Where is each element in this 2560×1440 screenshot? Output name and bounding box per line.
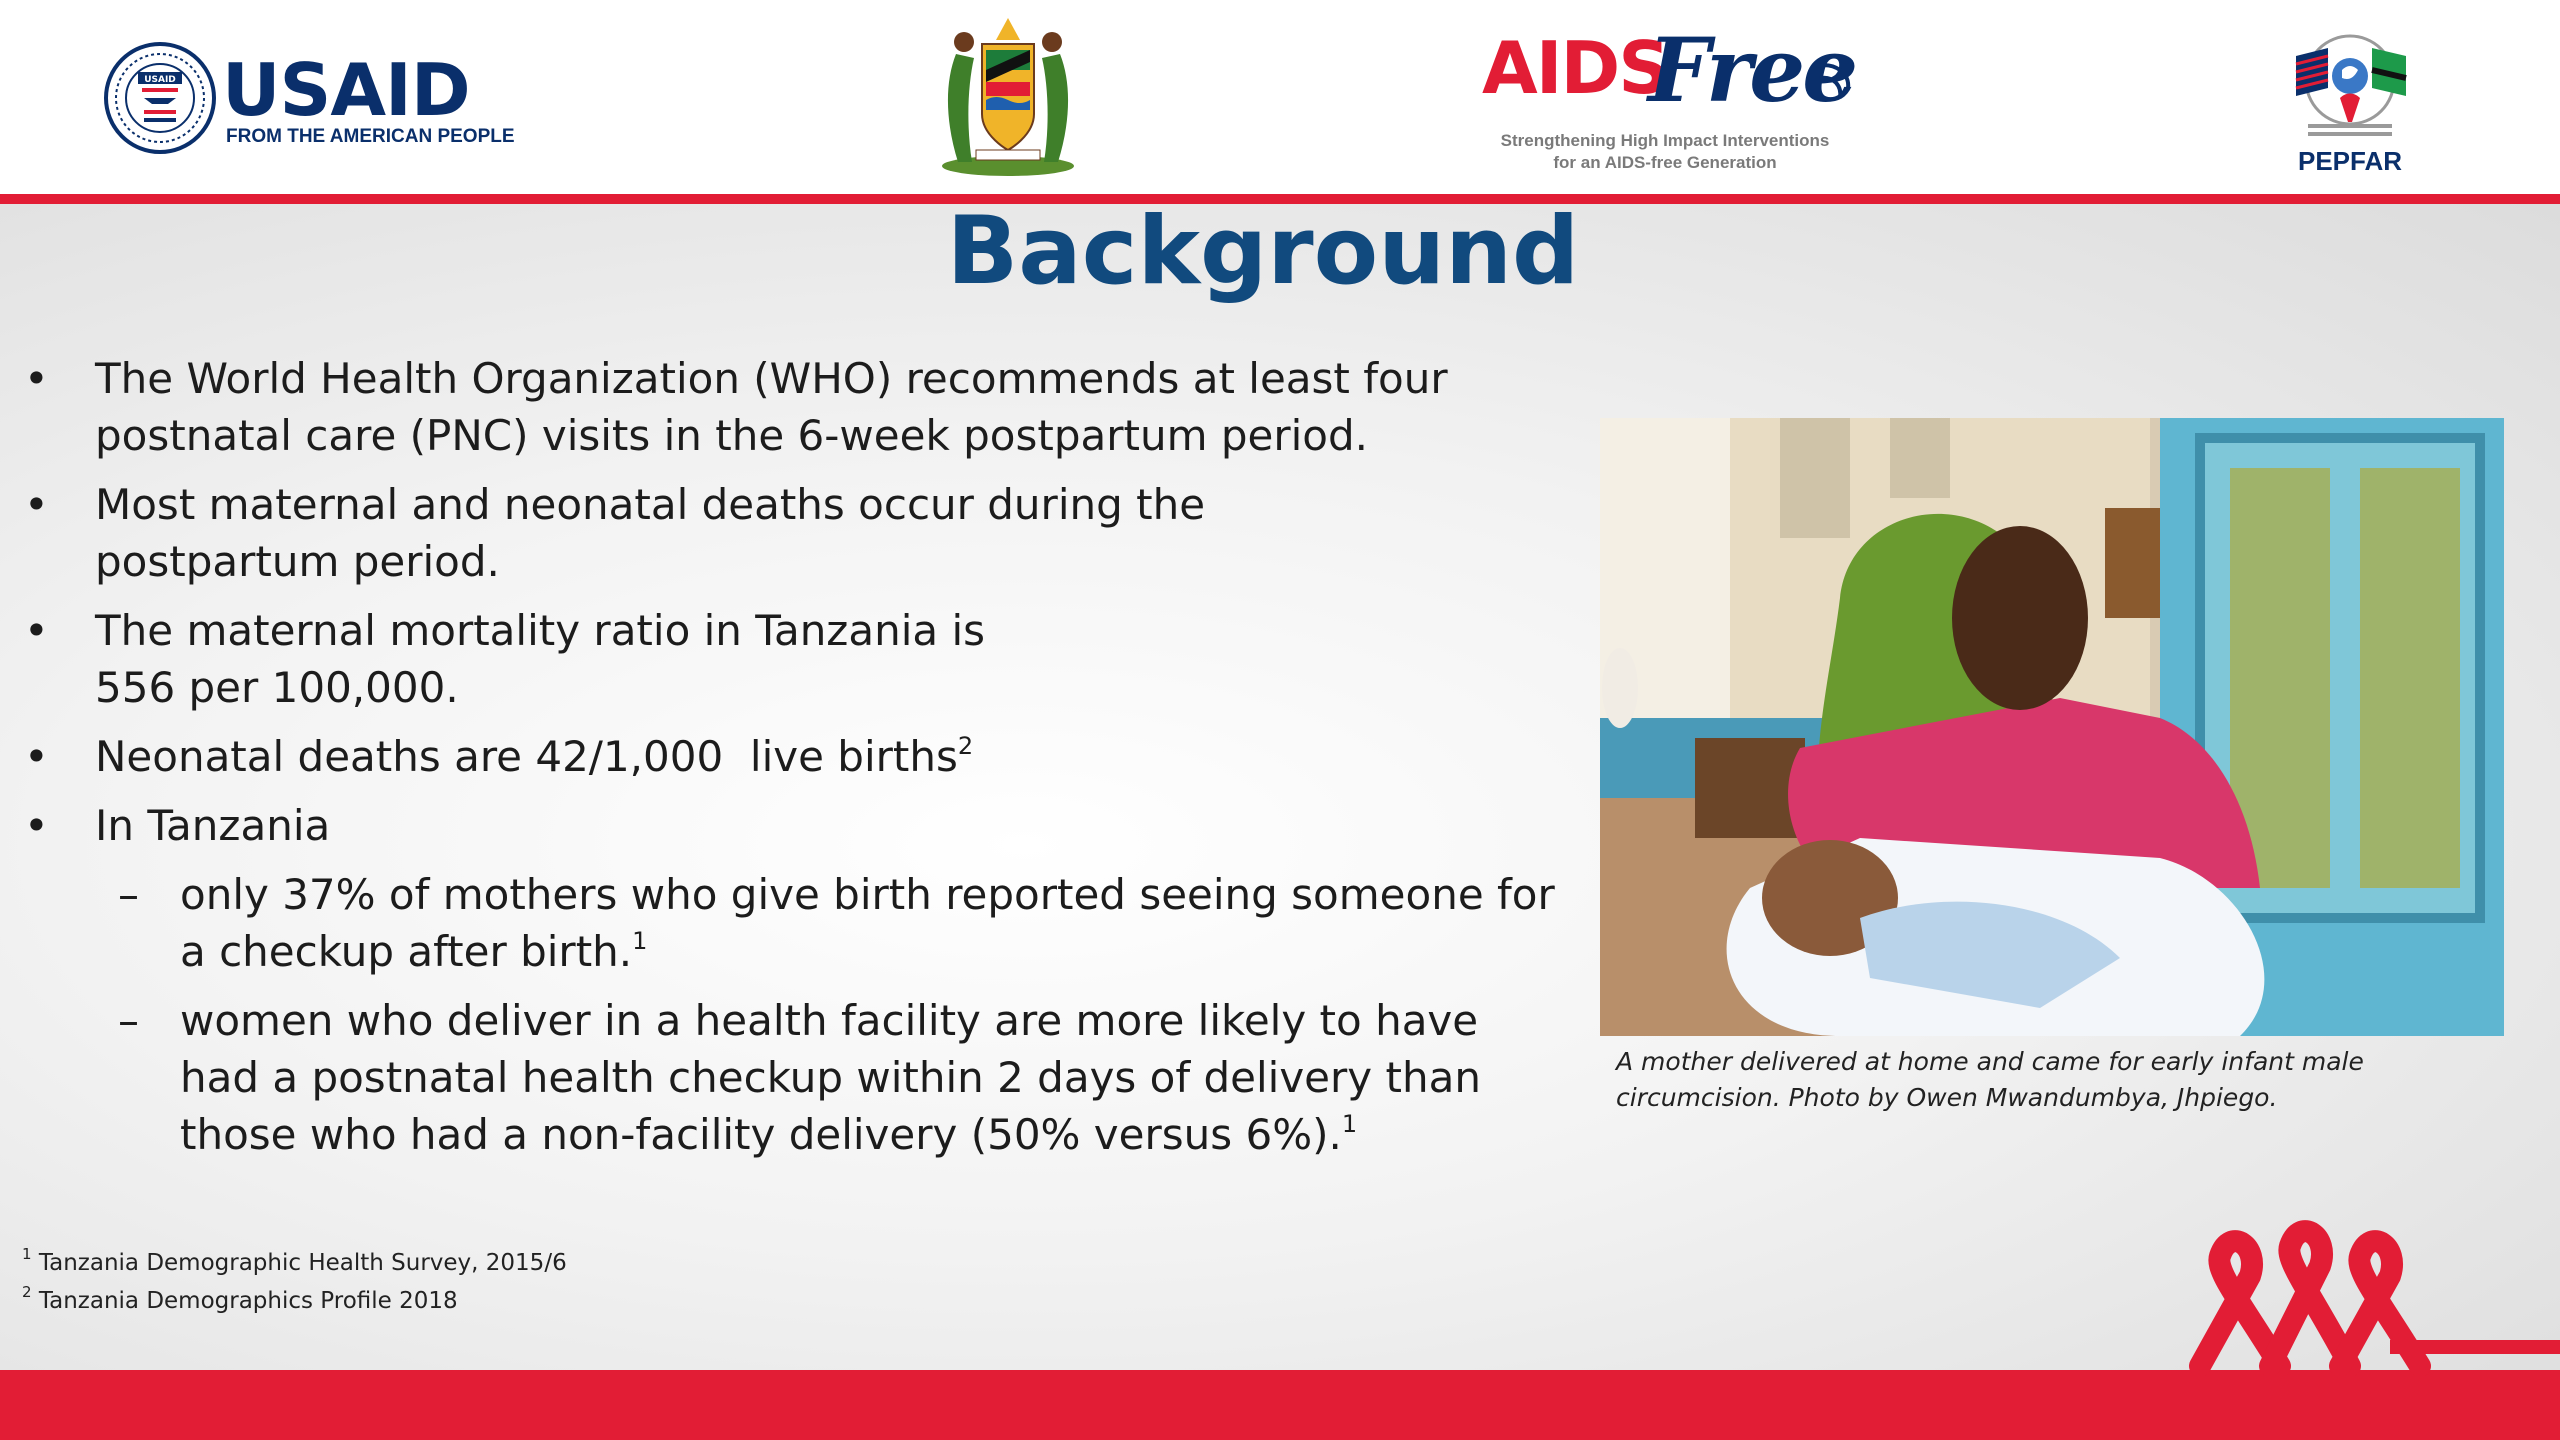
bullet-item [0,797,1560,854]
sub-bullet-text: only 37% of mothers who give birth reported seeing someone for a checkup after birth. [180,870,1555,976]
footnote-item: $^1$ Tanzania Demographic Health Survey, 2015/6 [22,1245,567,1276]
aidsfree-logo [1482,18,1862,178]
footnote-ref: 1 [1341,1110,1358,1138]
bullet-marker: • [24,801,49,850]
free-wordmark: Free [1648,18,1856,122]
pepfar-logo [2282,26,2418,182]
logo-header [0,0,2560,192]
bullet-marker: • [24,732,49,781]
footnote-ref: 1 [632,927,648,955]
bullet-marker: • [24,480,49,529]
sub-bullet-text: women who deliver in a health facility are more likely to have had a postnatal health checkup within 2 days of delivery than those who had a non-facility delivery (50% versus 6%). [180,996,1481,1159]
footer-band [0,1370,2560,1440]
photo-caption: A mother delivered at home and came for early infant male circumcision. Photo by Owen Mwandumbya, Jhpiego. [1616,1047,2364,1112]
tanzania-coat-of-arms-icon [936,14,1080,178]
usaid-logo [104,42,515,158]
bullet-list [0,350,1560,1175]
aids-wordmark: AIDS [1482,26,1669,110]
bullet-text: The World Health Organization (WHO) recommends at least four postnatal care (PNC) visits in the 6-week postpartum period. [95,354,1448,460]
pepfar-emblem-icon [2282,26,2418,146]
sub-bullet-item [0,866,1560,980]
bullet-text: In Tanzania [95,801,331,850]
sub-bullet-marker: – [118,870,139,919]
footnote-item: $^2$ Tanzania Demographics Profile 2018 [22,1283,458,1314]
aidsfree-swoosh-icon [1812,58,1856,110]
usaid-seal-icon [104,42,216,154]
sub-bullet-item [0,992,1560,1163]
footnote-ref: 2 [957,732,974,760]
bullet-marker: • [24,606,49,655]
slide-title: Background [946,197,1580,306]
red-ribbons-icon [2180,1206,2560,1376]
pepfar-wordmark: PEPFAR [2297,146,2403,176]
bullet-text: Most maternal and neonatal deaths occur during the postpartum period. [95,480,1206,586]
bullet-text-line: 556 per 100,000. [95,663,459,712]
bullet-item [0,476,1435,590]
mother-and-infant-photo [1600,418,2504,1036]
bullet-text-line: The maternal mortality ratio in Tanzania is [95,606,986,655]
svg-text:USAID: USAID [144,75,176,85]
usaid-tagline: FROM THE AMERICAN PEOPLE [226,126,515,147]
bullet-item [0,602,1560,716]
bullet-text: Neonatal deaths are 42/1,000 live births [95,732,958,781]
bullet-item [0,728,1560,785]
footnotes [22,1244,922,1320]
aidsfree-tagline: Strengthening High Impact Interventions for an AIDS-free Generation [1500,131,1830,172]
sub-bullet-marker: – [118,996,139,1045]
usaid-wordmark: USAID [222,48,470,132]
bullet-marker: • [24,354,49,403]
bullet-item [0,350,1560,464]
